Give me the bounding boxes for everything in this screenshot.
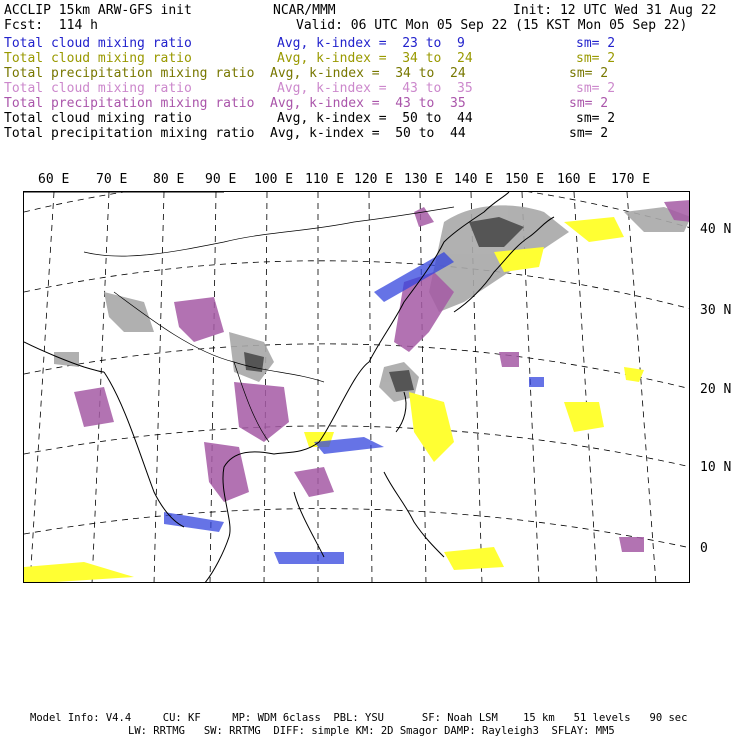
lon-label: 90 E	[205, 172, 237, 187]
center-label: NCAR/MMM	[273, 3, 336, 18]
field-name: Total precipitation mixing ratio	[4, 66, 255, 81]
lon-label: 140 E	[454, 172, 494, 187]
model-physics: LW: RRTMG SW: RRTMG DIFF: simple KM: 2D Smagor DAMP: Rayleigh3 SFLAY: MM5	[128, 725, 615, 737]
blue-cloud-field	[164, 252, 544, 564]
valid-time: Valid: 06 UTC Mon 05 Sep 22 (15 KST Mon 05 Sep 22)	[296, 18, 688, 33]
lat-label: 30 N	[700, 303, 732, 318]
lat-label: 0	[700, 541, 708, 556]
lon-label: 130 E	[404, 172, 444, 187]
lon-label: 170 E	[611, 172, 651, 187]
lon-label: 120 E	[354, 172, 394, 187]
field-avg: Avg, k-index = 23 to 9	[277, 36, 465, 51]
field-name: Total cloud mixing ratio	[4, 36, 192, 51]
lon-label: 160 E	[557, 172, 597, 187]
field-avg: Avg, k-index = 43 to 35	[277, 81, 473, 96]
field-sm: sm= 2	[569, 126, 609, 141]
model-title: ACCLIP 15km ARW-GFS init	[4, 3, 192, 18]
lat-label: 10 N	[700, 460, 732, 475]
forecast-hour: Fcst: 114 h	[4, 18, 98, 33]
field-sm: sm= 2	[576, 111, 616, 126]
field-name: Total cloud mixing ratio	[4, 51, 192, 66]
map-canvas	[24, 192, 690, 583]
yellow-cloud-field	[24, 217, 644, 583]
lat-label: 40 N	[700, 222, 732, 237]
field-avg: Avg, k-index = 34 to 24	[277, 51, 473, 66]
field-name: Total cloud mixing ratio	[4, 111, 192, 126]
field-name: Total cloud mixing ratio	[4, 81, 192, 96]
forecast-map	[23, 191, 690, 583]
lon-label: 150 E	[505, 172, 545, 187]
field-sm: sm= 2	[576, 81, 616, 96]
latitude-grid	[24, 192, 690, 548]
longitude-grid	[30, 192, 656, 583]
lat-label: 20 N	[700, 382, 732, 397]
field-avg: Avg, k-index = 50 to 44	[270, 126, 466, 141]
lon-label: 60 E	[38, 172, 70, 187]
field-avg: Avg, k-index = 50 to 44	[277, 111, 473, 126]
field-sm: sm= 2	[576, 51, 616, 66]
model-info: Model Info: V4.4 CU: KF MP: WDM 6class PBL: YSU SF: Noah LSM 15 km 51 levels 90 sec	[30, 712, 688, 724]
lon-label: 70 E	[96, 172, 128, 187]
field-sm: sm= 2	[569, 66, 609, 81]
field-name: Total precipitation mixing ratio	[4, 126, 255, 141]
field-avg: Avg, k-index = 43 to 35	[270, 96, 466, 111]
field-name: Total precipitation mixing ratio	[4, 96, 255, 111]
field-sm: sm= 2	[569, 96, 609, 111]
lon-label: 110 E	[305, 172, 345, 187]
field-avg: Avg, k-index = 34 to 24	[270, 66, 466, 81]
lon-label: 100 E	[254, 172, 294, 187]
init-time: Init: 12 UTC Wed 31 Aug 22	[513, 3, 717, 18]
dark-cloud-core	[244, 217, 524, 392]
field-sm: sm= 2	[576, 36, 616, 51]
lon-label: 80 E	[153, 172, 185, 187]
